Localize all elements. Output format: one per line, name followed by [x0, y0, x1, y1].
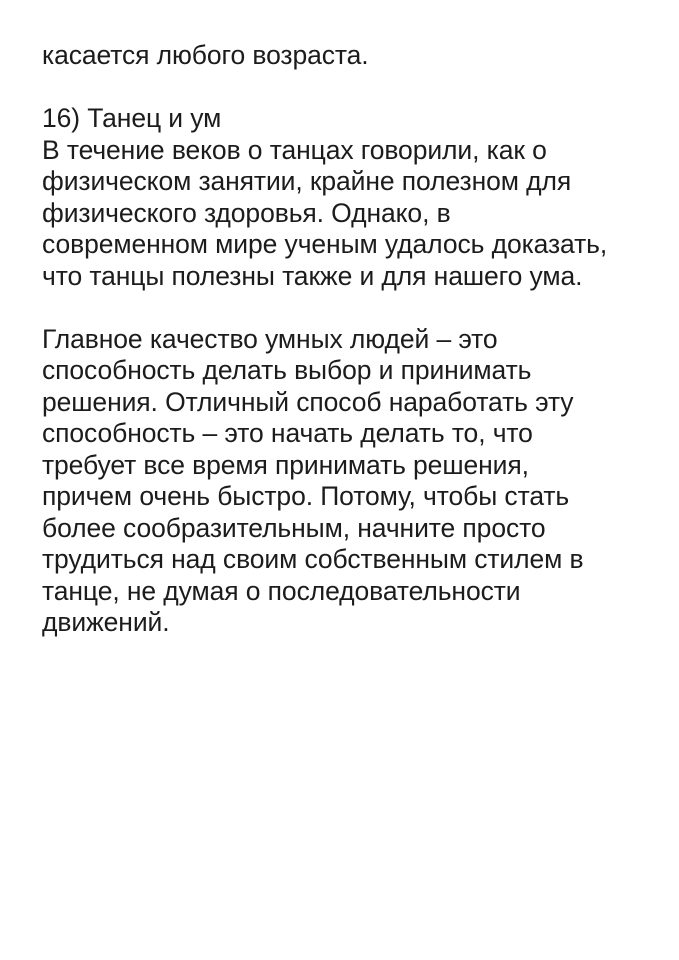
paragraph-1 — [42, 135, 662, 293]
document-text — [42, 40, 662, 639]
paragraph-1-line: что танцы полезны также и для нашего ума. — [42, 260, 583, 291]
paragraph-2-line: движений. — [42, 607, 170, 637]
paragraph-2-line: решения. Отличный способ наработать эту — [42, 386, 574, 417]
intro-line: касается любого возраста. — [42, 40, 369, 70]
paragraph-2-line: танце, не думая о последовательности — [42, 575, 521, 606]
paragraph-2-line: причем очень быстро. Потому, чтобы стать — [42, 481, 570, 511]
paragraph-2-line: Главное качество умных людей – это — [42, 323, 498, 354]
section-heading: 16) Танец и ум — [42, 103, 222, 133]
paragraph-2-line: способность делать выбор и принимать — [42, 355, 532, 385]
paragraph-2-line: требует все время принимать решения, — [42, 449, 529, 480]
paragraph-2-line: способность – это начать делать то, что — [42, 418, 533, 448]
paragraph-1-line: физическом занятии, крайне полезном для — [42, 166, 572, 196]
paragraph-1-line: В течение веков о танцах говорили, как о — [42, 134, 547, 165]
paragraph-1-line: современном мире ученым удалось доказать, — [42, 229, 608, 259]
paragraph-1-line: физического здоровья. Однако, в — [42, 197, 451, 228]
paragraph-2 — [42, 324, 662, 639]
paragraph-gap — [42, 292, 662, 324]
paragraph-2-line: более сообразительным, начните просто — [42, 512, 546, 543]
paragraph-gap — [42, 72, 662, 104]
paragraph-2-line: трудиться над своим собственным стилем в — [42, 544, 584, 574]
